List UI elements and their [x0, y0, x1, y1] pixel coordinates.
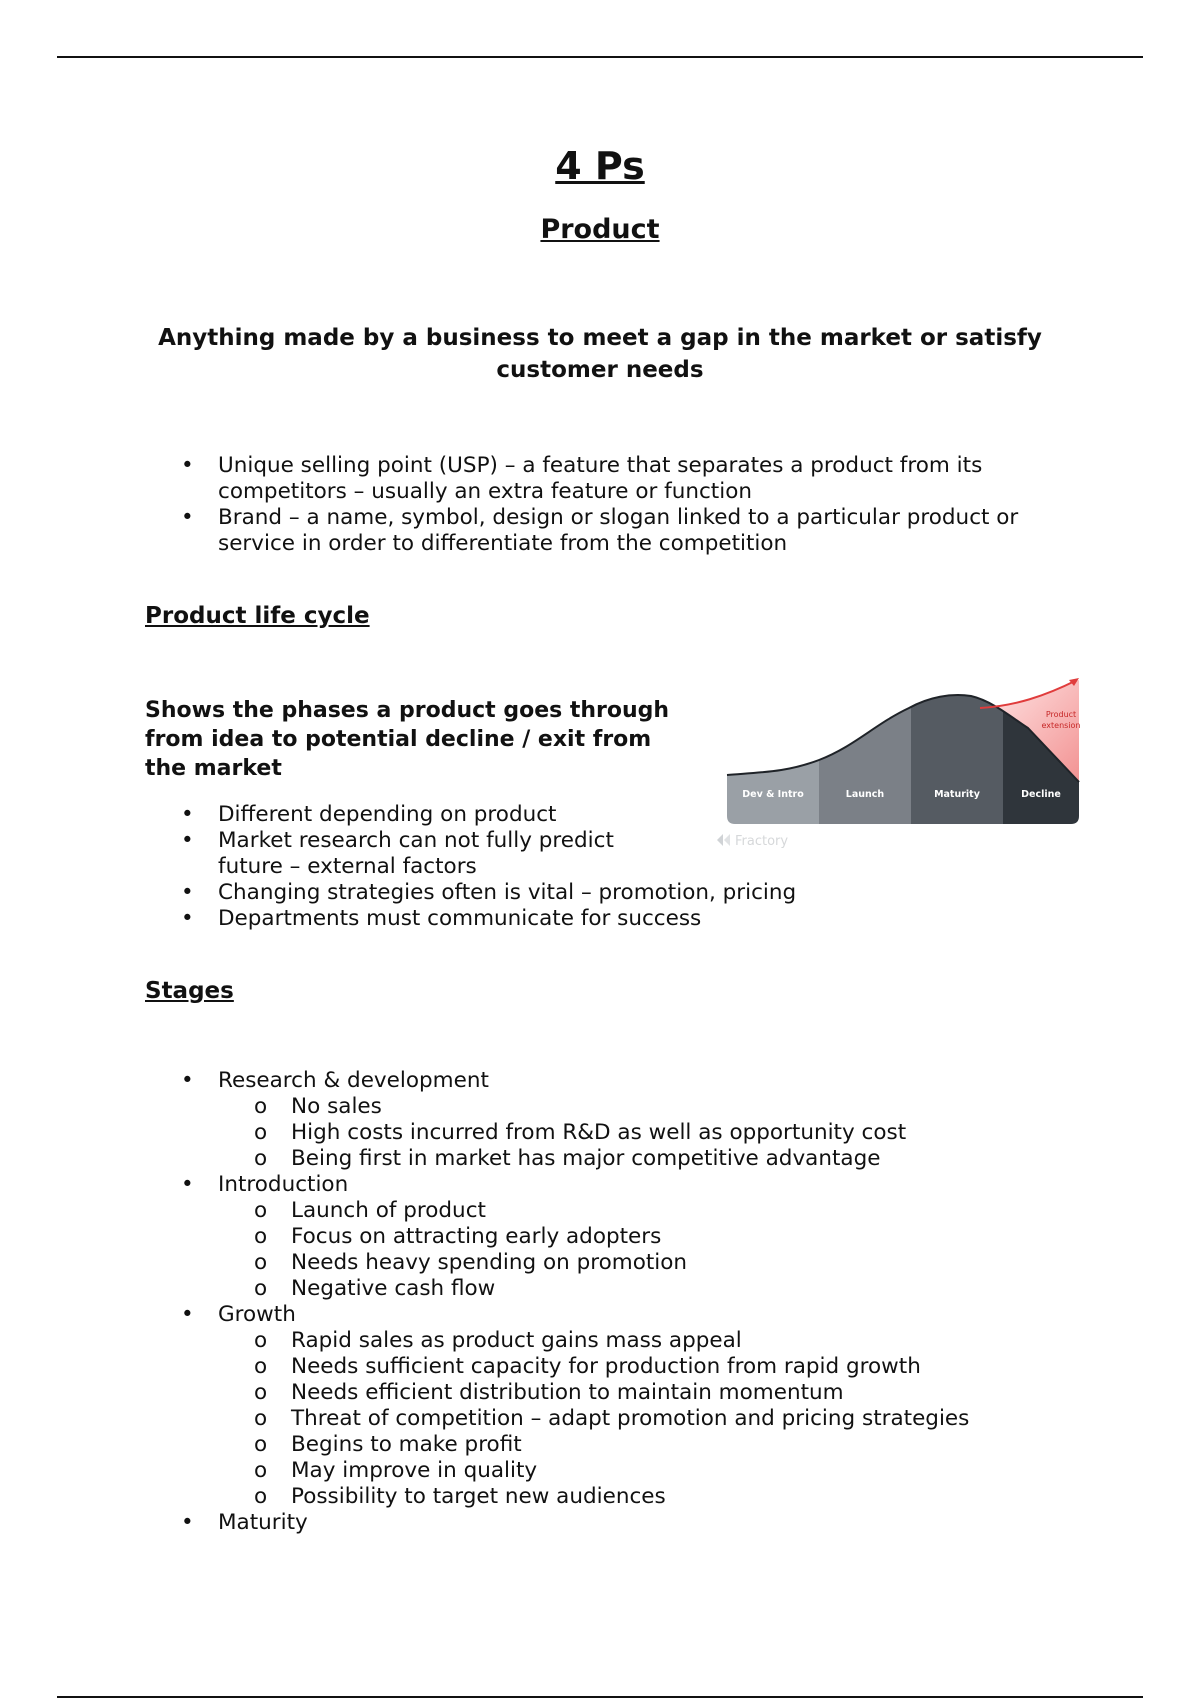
list-item: o Begins to make profit: [254, 1432, 1061, 1458]
list-item: o Launch of product: [254, 1198, 1061, 1224]
list-item: o Needs heavy spending on promotion: [254, 1250, 1061, 1276]
extension-label: extension: [1041, 721, 1081, 730]
phase-label-maturity: Maturity: [934, 789, 980, 800]
list-item: o Needs efficient distribution to maintain momentum: [254, 1380, 1061, 1406]
stage-item: [181, 1068, 1061, 1172]
stage-label: Growth: [218, 1302, 296, 1327]
plc-heading: Product life cycle: [145, 603, 370, 629]
list-item: o Possibility to target new audiences: [254, 1484, 1061, 1510]
stage-label: Research & development: [218, 1068, 489, 1093]
list-item: o High costs incurred from R&D as well as opportunity cost: [254, 1120, 1061, 1146]
list-item: • Changing strategies often is vital – promotion, pricing: [181, 880, 1041, 906]
list-item: o May improve in quality: [254, 1458, 1061, 1484]
top-rule: [57, 56, 1143, 58]
list-item: • Unique selling point (USP) – a feature that separates a product from its competitors – usually an extra feature or function: [181, 453, 1061, 505]
list-item: o Being first in market has major competitive advantage: [254, 1146, 1061, 1172]
list-item: o Rapid sales as product gains mass appeal: [254, 1328, 1061, 1354]
stage-item: [181, 1302, 1061, 1510]
page-title: 4 Ps: [555, 144, 645, 188]
phase-label-decline: Decline: [1021, 789, 1061, 800]
stage-item: [181, 1510, 1061, 1536]
page-subtitle: Product: [540, 214, 660, 245]
plc-description: Shows the phases a product goes through from idea to potential decline / exit from the market: [145, 698, 670, 781]
list-item: o Negative cash flow: [254, 1276, 1061, 1302]
list-item: • Market research can not fully predict future – external factors: [181, 828, 648, 880]
stage-sublist: [218, 1094, 1061, 1172]
plc-bullet-list: [181, 802, 1041, 932]
stage-sublist: [218, 1198, 1061, 1302]
list-item: • Departments must communicate for success: [181, 906, 1041, 932]
extension-label: Product: [1045, 710, 1077, 719]
product-definition: Anything made by a business to meet a gap in the market or satisfy customer needs: [158, 325, 1042, 383]
figure-credit: Fractory: [735, 834, 789, 849]
list-item: o Needs sufficient capacity for production from rapid growth: [254, 1354, 1061, 1380]
list-item: o No sales: [254, 1094, 1061, 1120]
list-item: o Focus on attracting early adopters: [254, 1224, 1061, 1250]
stages-heading: Stages: [145, 978, 234, 1004]
stage-label: Introduction: [218, 1172, 349, 1197]
intro-bullet-list: [181, 453, 1061, 557]
stage-sublist: [218, 1328, 1061, 1510]
list-item: • Different depending on product: [181, 802, 1041, 828]
phase-label-dev-intro: Dev & Intro: [742, 789, 804, 800]
stage-label: Maturity: [218, 1510, 308, 1535]
stage-item: [181, 1172, 1061, 1302]
bottom-rule: [57, 1696, 1143, 1698]
list-item: o Threat of competition – adapt promotion and pricing strategies: [254, 1406, 1061, 1432]
list-item: • Brand – a name, symbol, design or slogan linked to a particular product or service in order to differentiate from the competition: [181, 505, 1061, 557]
phase-label-launch: Launch: [845, 789, 885, 800]
stages-list: [181, 1068, 1061, 1536]
